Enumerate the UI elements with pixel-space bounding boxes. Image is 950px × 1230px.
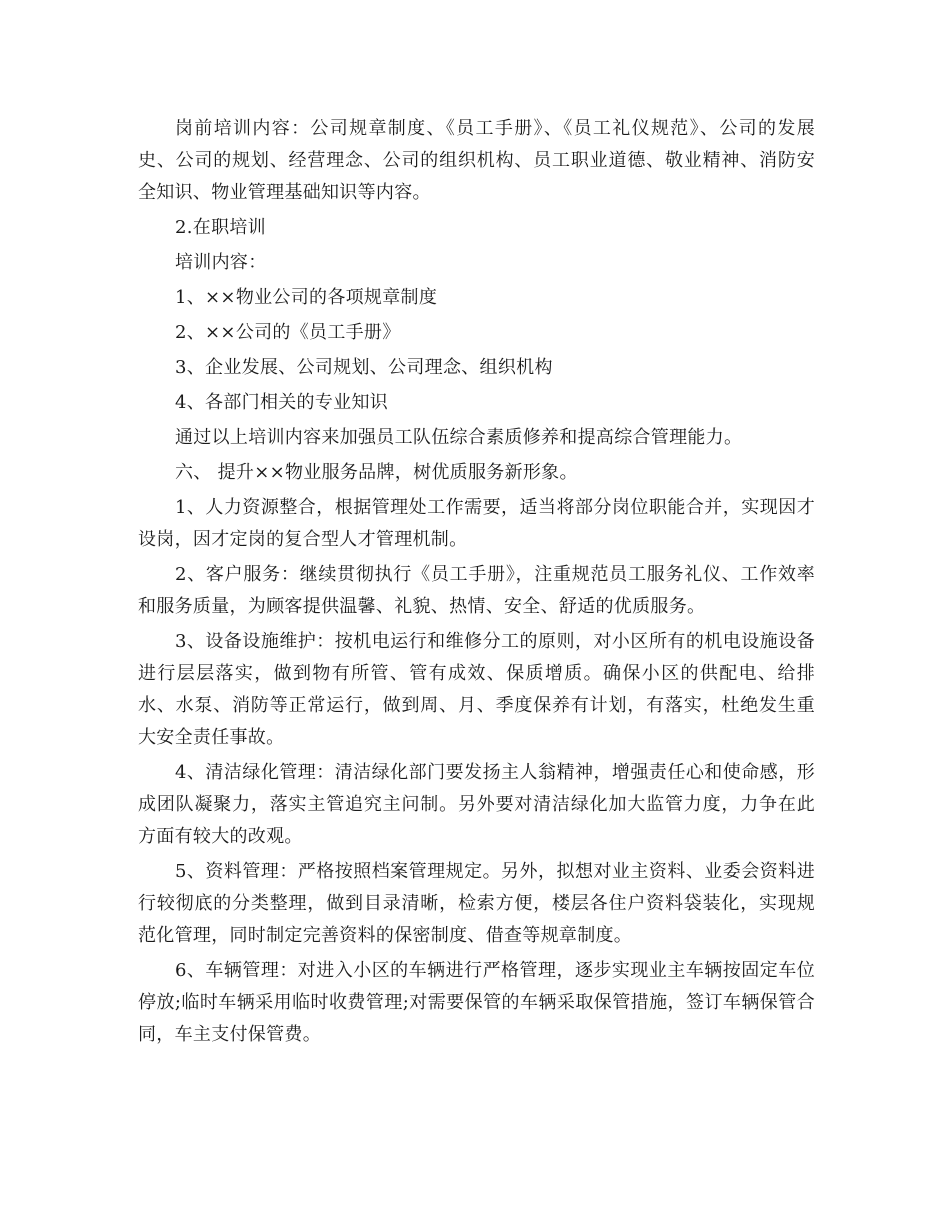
list-item-1: 1、××物业公司的各项规章制度: [175, 287, 438, 308]
paragraph-equipment-maintenance: 3、设备设施维护：按机电运行和维修分工的原则，对小区所有的机电设施设备进行层层落实，做到物有所管、管有成效、保质增质。确保小区的供配电、给排水、水泵、消防等正常运行，做到周、月、季度保养有计划，有落实，杜绝发生重大安全责任事故。: [138, 631, 815, 748]
paragraph-hr-integration: 1、人力资源整合，根据管理处工作需要，适当将部分岗位职能合并，实现因才设岗，因才定岗的复合型人才管理机制。: [138, 497, 815, 550]
paragraph-records-management: 5、资料管理：严格按照档案管理规定。另外，拟想对业主资料、业委会资料进行较彻底的分类整理，做到目录清晰，检索方便，楼层各住户资料袋装化，实现规范化管理，同时制定完善资料的保密制度、借查等规章制度。: [138, 861, 815, 946]
heading-on-job-training: 2.在职培训: [175, 217, 266, 238]
section-heading-six: 六、 提升××物业服务品牌，树优质服务新形象。: [175, 462, 578, 483]
paragraph-training-summary: 通过以上培训内容来加强员工队伍综合素质修养和提高综合管理能力。: [175, 427, 743, 448]
paragraph-vehicle-management: 6、车辆管理：对进入小区的车辆进行严格管理，逐步实现业主车辆按固定车位停放;临时车辆采用临时收费管理;对需要保管的车辆采取保管措施，签订车辆保管合同，车主支付保管费。: [138, 960, 815, 1045]
paragraph-cleaning-greening: 4、清洁绿化管理：清洁绿化部门要发扬主人翁精神，增强责任心和使命感，形成团队凝聚力，落实主管追究主问制。另外要对清洁绿化加大监管力度，力争在此方面有较大的改观。: [138, 762, 815, 847]
list-item-3: 3、企业发展、公司规划、公司理念、组织机构: [175, 357, 553, 378]
label-training-content: 培训内容：: [175, 252, 267, 273]
paragraph-customer-service: 2、客户服务：继续贯彻执行《员工手册》，注重规范员工服务礼仪、工作效率和服务质量，为顾客提供温馨、礼貌、热情、安全、舒适的优质服务。: [138, 564, 815, 617]
paragraph-pre-job-training: 岗前培训内容：公司规章制度、《员工手册》、《员工礼仪规范》、公司的发展史、公司的规划、经营理念、公司的组织机构、员工职业道德、敬业精神、消防安全知识、物业管理基础知识等内容。: [138, 118, 815, 203]
document-page: [138, 113, 815, 1054]
list-item-4: 4、各部门相关的专业知识: [175, 392, 389, 413]
list-item-2: 2、××公司的《员工手册》: [175, 322, 401, 343]
